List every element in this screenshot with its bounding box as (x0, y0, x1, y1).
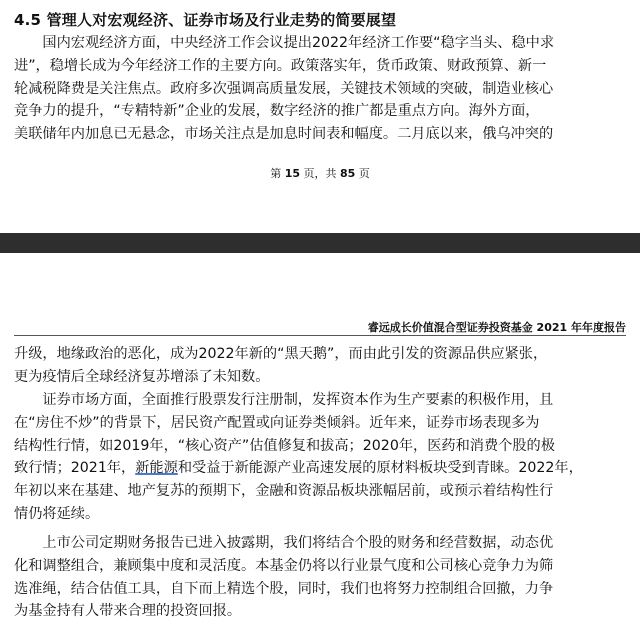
text-line: 进”，稳增长成为今年经济工作的主要方向。政策落实年，货币政策、财政预算、新一 (14, 57, 547, 74)
text-fragment: 和受益于新能源产业高速发展的原材料板块受到青睐。2022年， (177, 460, 583, 477)
page-footer (0, 165, 640, 181)
text-line: 竞争力的提升，“专精特新”企业的发展，数字经济的推广都是重点方向。海外方面， (14, 103, 540, 120)
paragraph-macro-outlook (14, 32, 630, 146)
section-heading: 4.5 管理人对宏观经济、证券市场及行业走势的简要展望 (14, 11, 397, 29)
footer-mid: 页，共 (300, 167, 340, 180)
paragraph-continuation (14, 343, 630, 389)
document-page-top (0, 0, 640, 233)
text-line: 在“房住不炒”的背景下，居民资产配置或向证券类倾斜。近年来，证券市场表现多为 (14, 414, 540, 431)
document-page-bottom (0, 253, 640, 627)
text-line: 美联储年内加息已无悬念，市场关注点是加息时间表和幅度。二月底以来，俄乌冲突的 (14, 126, 554, 143)
running-header: 睿远成长价值混合型证券投资基金 2021 年年度报告 (367, 321, 626, 334)
footer-total-pages: 85 (340, 167, 356, 180)
text-line: 年初以来在基建、地产复苏的预期下，金融和资源品板块涨幅居前，或预示着结构性行 (14, 483, 554, 500)
header-rule (14, 335, 626, 336)
text-line: 为基金持有人带来合理的投资回报。 (14, 603, 242, 620)
paragraph-portfolio-strategy (14, 532, 630, 623)
text-line: 结构性行情，如2019年，“核心资产”估值修复和拔高；2020年，医药和消费个股的极 (14, 437, 555, 454)
text-line: 更为疫情后全球经济复苏增添了未知数。 (14, 368, 270, 385)
text-line: 选准绳，结合估值工具，自下而上精选个股，同时，我们也将努力控制组合回撤，力争 (14, 580, 554, 597)
text-line: 上市公司定期财务报告已进入披露期，我们将结合个股的财务和经营数据，动态优 (14, 535, 554, 551)
text-line: 情仍将延续。 (14, 505, 100, 522)
text-line: 证券市场方面，全面推行股票发行注册制，发挥资本作为生产要素的积极作用，且 (14, 392, 554, 408)
text-line: 国内宏观经济方面，中央经济工作会议提出2022年经济工作要“稳字当头、稳中求 (14, 35, 555, 51)
footer-suffix: 页 (355, 167, 370, 180)
highlighted-term: 新能源 (135, 460, 178, 477)
page-separator (0, 233, 640, 253)
text-line (14, 457, 630, 480)
footer-prefix: 第 (270, 167, 285, 180)
text-fragment: 致行情；2021年， (14, 460, 136, 477)
paragraph-securities-market (14, 389, 630, 526)
footer-page-number: 15 (284, 167, 300, 180)
text-line: 升级，地缘政治的恶化，成为2022年新的“黑天鹅”，而由此引发的资源品供应紧张， (14, 346, 548, 362)
text-line: 化和调整组合，兼顾集中度和灵活度。本基金仍将以行业景气度和公司核心竞争力为筛 (14, 557, 554, 574)
text-line: 轮减税降费是关注焦点。政府多次强调高质量发展，关键技术领域的突破，制造业核心 (14, 80, 554, 97)
